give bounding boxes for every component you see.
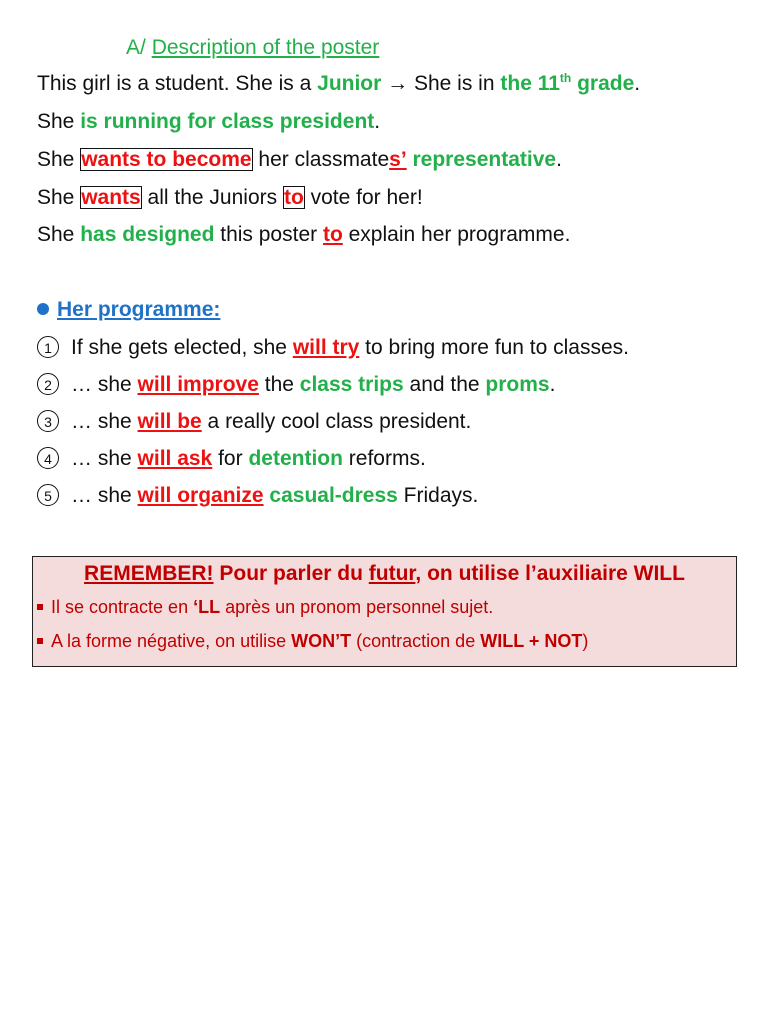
text: her classmate	[252, 148, 390, 171]
remember-rule-1: Il se contracte en ‘LL après un pronom personnel sujet.	[37, 597, 493, 618]
future-verb: will organize	[137, 484, 264, 507]
description-line-5	[37, 223, 570, 247]
text: explain her programme.	[342, 223, 571, 246]
highlight-grade: the 11th grade	[500, 71, 635, 95]
description-line-3	[37, 148, 562, 172]
text: .	[634, 72, 641, 95]
highlight-has-designed: has designed	[80, 223, 215, 246]
text: → She is in	[381, 72, 501, 95]
heading-prefix: A/	[126, 36, 152, 59]
future-verb: will be	[137, 410, 202, 433]
future-verb: will try	[292, 336, 360, 359]
square-bullet-icon	[37, 604, 43, 610]
text: This girl is a student. She is a	[37, 72, 318, 95]
highlight-casual-dress: casual-dress	[269, 484, 398, 507]
circled-number-icon: 2	[37, 373, 59, 395]
highlight-junior: Junior	[317, 72, 382, 95]
text: She	[37, 148, 81, 171]
circled-number-icon: 1	[37, 336, 59, 358]
programme-item: 1 If she gets elected, she will try to bring more fun to classes.	[37, 336, 629, 360]
description-line-1	[37, 72, 640, 96]
remember-rule-2: A la forme négative, on utilise WON’T (contraction de WILL + NOT)	[37, 631, 588, 652]
programme-item: 5 … she will organize casual-dress Fridays.	[37, 484, 478, 508]
text: She	[37, 223, 81, 246]
future-verb: will ask	[137, 447, 213, 470]
highlight-proms: proms	[485, 373, 550, 396]
boxed-wants-to-become: wants to become	[81, 148, 252, 171]
description-line-4	[37, 186, 423, 210]
text: .	[556, 148, 562, 171]
highlight-running: is running for class president	[80, 110, 375, 133]
bullet-icon	[37, 303, 49, 315]
future-verb: will improve	[137, 373, 259, 396]
programme-item: 4 … she will ask for detention reforms.	[37, 447, 426, 471]
text: vote for her!	[304, 186, 423, 209]
apostrophe-s: s’	[389, 148, 407, 171]
heading-title: Description of the poster	[151, 36, 380, 59]
remember-label: REMEMBER!	[84, 562, 214, 585]
highlight-detention: detention	[248, 447, 343, 470]
circled-number-icon: 3	[37, 410, 59, 432]
futur-word: futur	[368, 562, 416, 585]
highlight-class-trips: class trips	[299, 373, 404, 396]
text: .	[374, 110, 381, 133]
remember-box	[32, 556, 737, 667]
underlined-to: to	[322, 223, 343, 246]
text: She	[37, 186, 81, 209]
remember-title: REMEMBER! Pour parler du futur, on utilise l’auxiliaire WILL	[84, 562, 685, 585]
square-bullet-icon	[37, 638, 43, 644]
circled-number-icon: 4	[37, 447, 59, 469]
description-line-2	[37, 110, 380, 134]
boxed-wants: wants	[81, 186, 141, 209]
programme-item: 3 … she will be a really cool class president.	[37, 410, 471, 434]
text: this poster	[214, 223, 323, 246]
circled-number-icon: 5	[37, 484, 59, 506]
programme-label: Her programme:	[57, 298, 221, 321]
boxed-to: to	[283, 186, 304, 209]
programme-item: 2 … she will improve the class trips and the proms.	[37, 373, 555, 397]
highlight-representative: representative	[412, 148, 557, 171]
text: all the Juniors	[141, 186, 283, 209]
section-heading	[126, 36, 379, 60]
programme-heading	[37, 298, 220, 322]
text: She	[37, 110, 81, 133]
